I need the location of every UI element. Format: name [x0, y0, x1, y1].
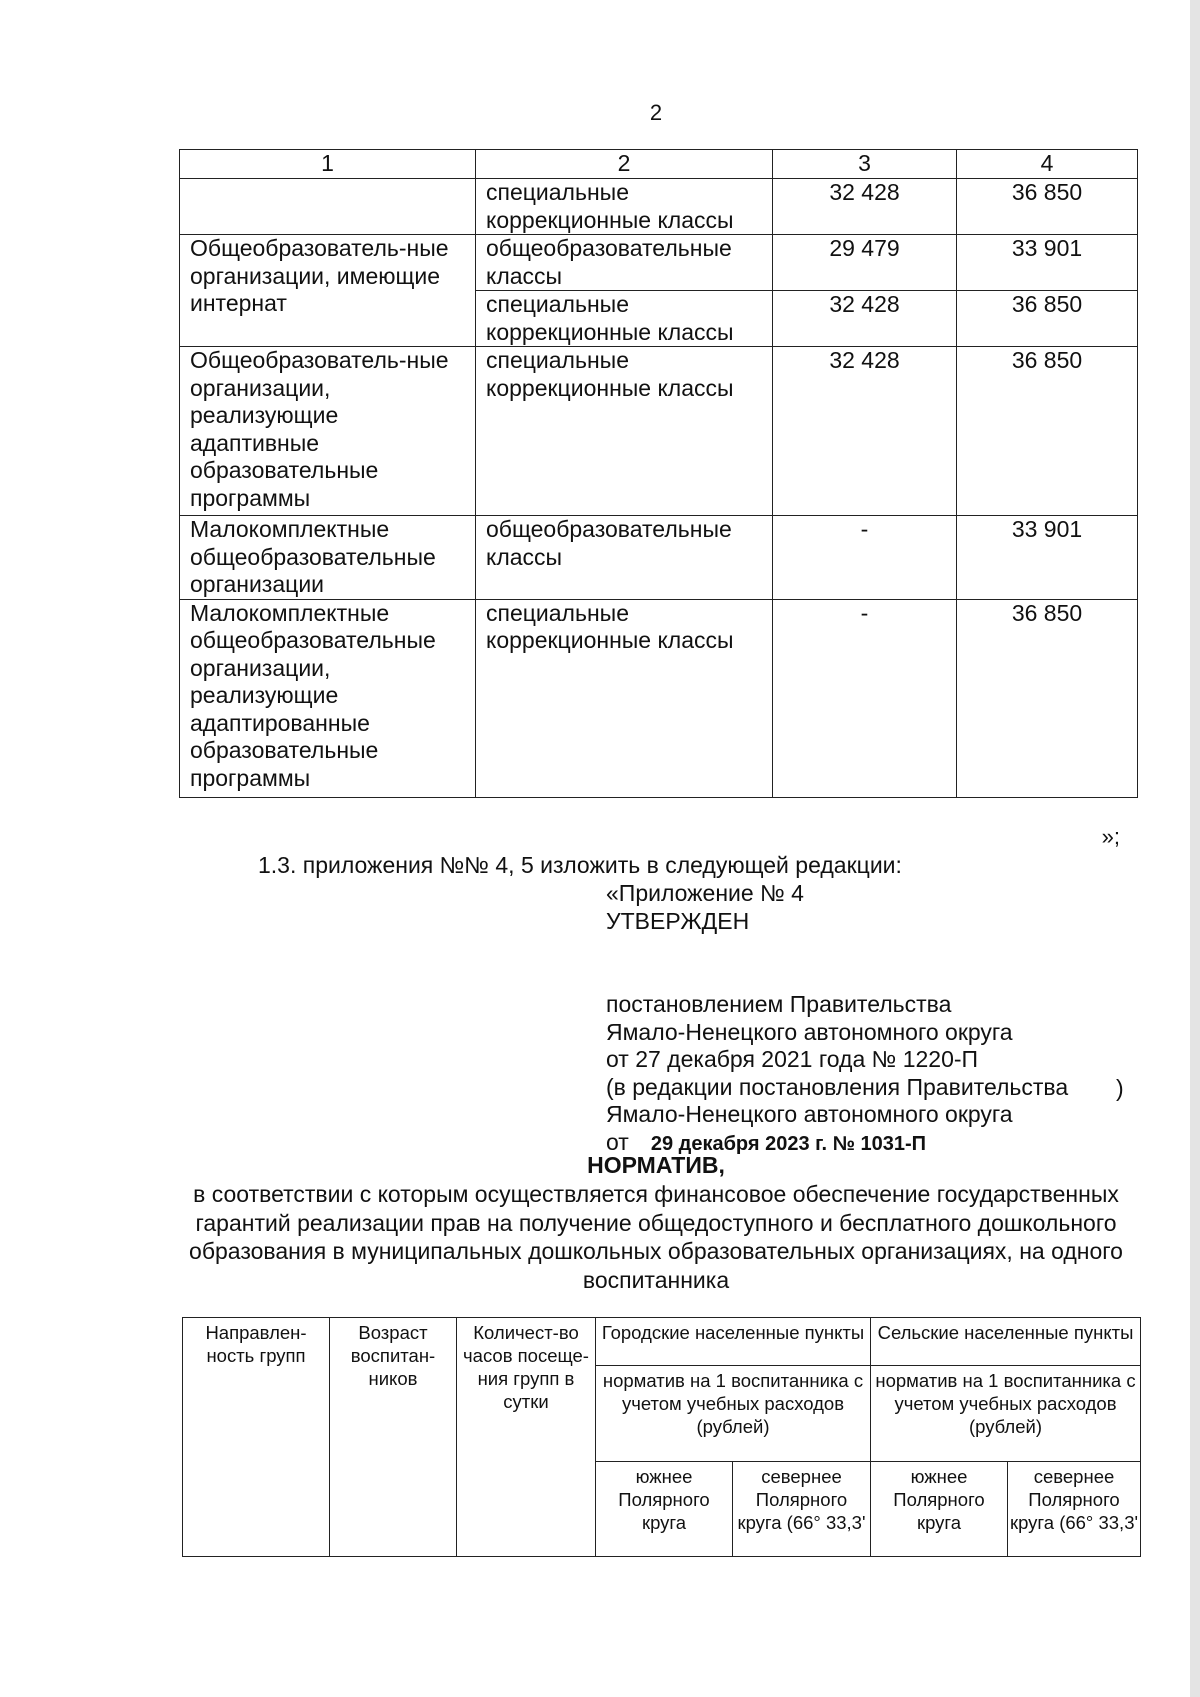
col-header-1: 1 — [180, 150, 476, 179]
approval-block — [606, 880, 1124, 1158]
approval-line-3: от 27 декабря 2021 года № 1220-П — [606, 1046, 979, 1072]
org-cell: Общеобразователь-ные организации, реализующие адаптивные образовательные программы — [180, 347, 476, 516]
class-cell: специальные коррекционные классы — [476, 347, 773, 516]
close-paren: ) — [1116, 1075, 1124, 1101]
norm-subtitle: в соответствии с которым осуществляется финансовое обеспечение государственных гарантий реализации прав на получение общедоступного и бесплатного дошкольного образования в муниципальных дошкольных образовательных организациях, на одного воспитанника — [189, 1181, 1123, 1293]
table-row — [180, 599, 1138, 797]
from-label: от — [606, 1128, 629, 1155]
org-cell: Малокомплектные общеобразовательные организации — [180, 516, 476, 600]
org-cell: Общеобразователь-ные организации, имеющие интернат — [180, 235, 476, 347]
value-col4: 36 850 — [957, 347, 1138, 516]
closing-quote: »; — [1101, 824, 1120, 849]
urban-north: севернее Полярного круга (66° 33,3' — [733, 1462, 871, 1557]
org-cell: Малокомплектные общеобразовательные организации, реализующие адаптированные образовательные программы — [180, 599, 476, 797]
value-col3: 29 479 — [773, 235, 957, 291]
table-row — [180, 179, 1138, 235]
preschool-norm-table — [182, 1317, 1141, 1557]
amendment-item-1-3: 1.3. приложения №№ 4, 5 изложить в следующей редакции: — [258, 852, 902, 878]
approval-line-1: постановлением Правительства — [606, 991, 952, 1017]
page-number: 2 — [649, 100, 663, 125]
rural-norm-label: норматив на 1 воспитанника с учетом учебных расходов (рублей) — [871, 1366, 1141, 1462]
date-stamp: 29 декабря 2023 г. № 1031-П — [650, 1132, 926, 1155]
table-row — [180, 516, 1138, 600]
appendix-label: «Приложение № 4 — [606, 880, 804, 906]
value-col3: 32 428 — [773, 179, 957, 235]
class-cell: специальные коррекционные классы — [476, 291, 773, 347]
col-age: Возраст воспитан-ников — [330, 1318, 457, 1557]
value-col4: 33 901 — [957, 235, 1138, 291]
value-col3: 32 428 — [773, 291, 957, 347]
org-cell — [180, 179, 476, 235]
class-cell: специальные коррекционные классы — [476, 179, 773, 235]
norm-table-continued — [179, 149, 1138, 798]
col-rural: Сельские населенные пункты — [871, 1318, 1141, 1366]
urban-norm-label: норматив на 1 воспитанника с учетом учебных расходов (рублей) — [596, 1366, 871, 1462]
approval-line-2: Ямало-Ненецкого автономного округа — [606, 1018, 1013, 1045]
class-cell: специальные коррекционные классы — [476, 599, 773, 797]
value-col3: - — [773, 599, 957, 797]
approved-label: УТВЕРЖДЕН — [606, 907, 750, 934]
col-urban: Городские населенные пункты — [596, 1318, 871, 1366]
col-header-2: 2 — [476, 150, 773, 179]
table-header-row — [180, 150, 1138, 179]
col-hours: Количест-во часов посеще-ния групп в сутки — [457, 1318, 596, 1557]
table-header-row — [183, 1318, 1141, 1366]
rural-north: севернее Полярного круга (66° 33,3' — [1008, 1462, 1141, 1557]
table-row — [180, 235, 1138, 291]
col-header-3: 3 — [773, 150, 957, 179]
value-col4: 36 850 — [957, 179, 1138, 235]
value-col4: 36 850 — [957, 599, 1138, 797]
col-header-4: 4 — [957, 150, 1138, 179]
value-col3: 32 428 — [773, 347, 957, 516]
col-direction: Направлен-ность групп — [183, 1318, 330, 1557]
class-cell: общеобразовательные классы — [476, 516, 773, 600]
page-edge — [1190, 0, 1200, 1697]
value-col4: 33 901 — [957, 516, 1138, 600]
value-col4: 36 850 — [957, 291, 1138, 347]
value-col3: - — [773, 516, 957, 600]
approval-line-4: (в редакции постановления Правительства — [606, 1073, 1069, 1100]
norm-title: НОРМАТИВ, — [587, 1152, 725, 1178]
class-cell: общеобразовательные классы — [476, 235, 773, 291]
urban-south: южнее Полярного круга — [596, 1462, 733, 1557]
approval-line-5: Ямало-Ненецкого автономного округа — [606, 1101, 1013, 1127]
rural-south: южнее Полярного круга — [871, 1462, 1008, 1557]
table-row — [180, 347, 1138, 516]
